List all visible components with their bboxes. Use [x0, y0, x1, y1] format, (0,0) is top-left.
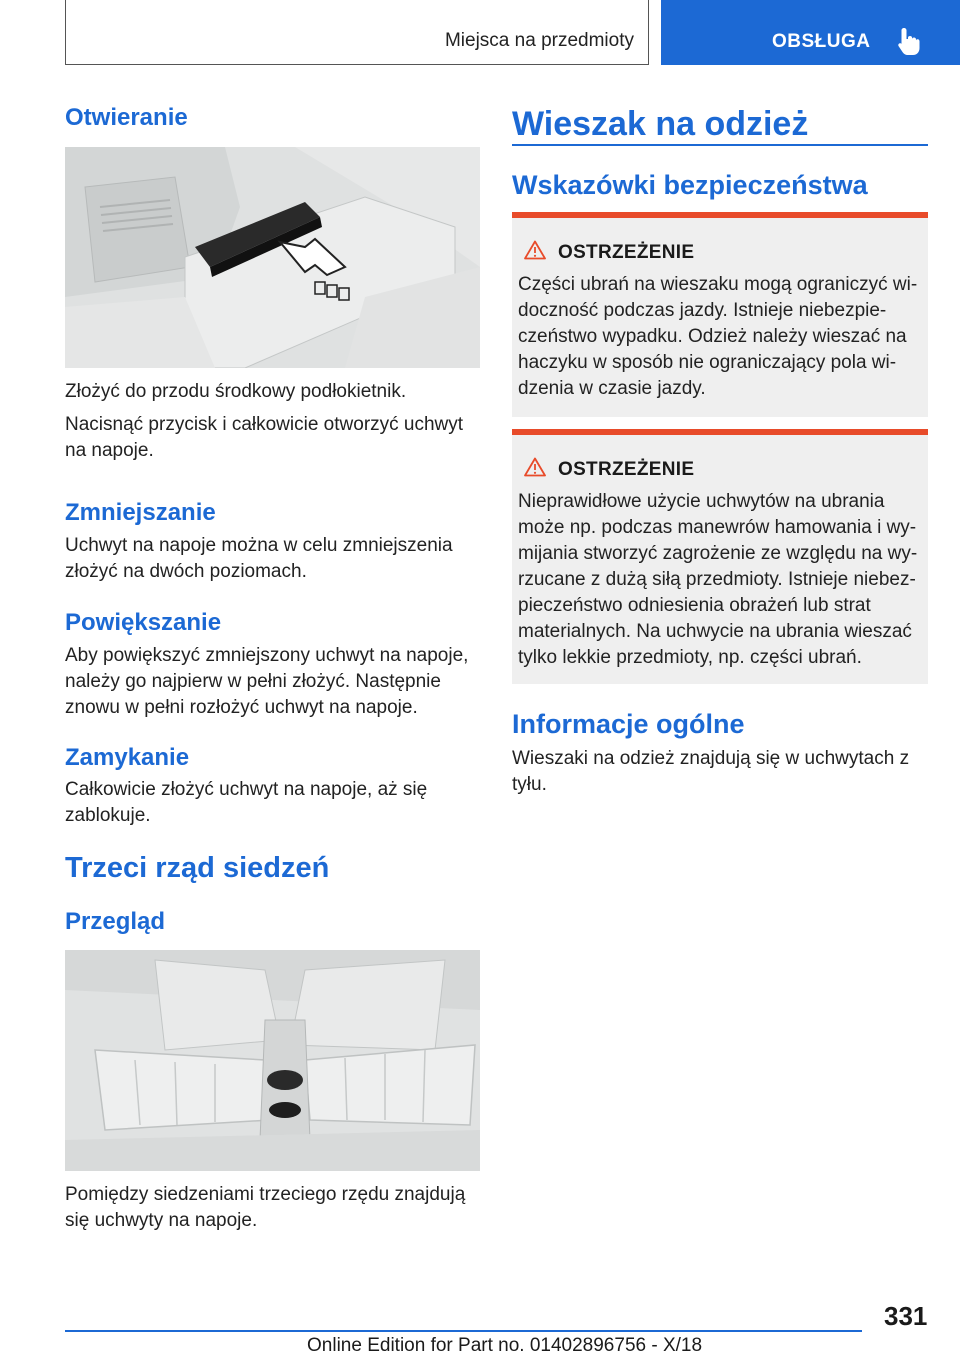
- armrest-illustration: [65, 147, 480, 368]
- warning-title: OSTRZEŻENIE: [558, 242, 695, 263]
- para-zmniejszanie: Uchwyt na napoje można w celu zmniejszenia złożyć na dwóch poziomach.: [65, 535, 453, 582]
- heading-trzeci-rzad: Trzeci rząd siedzeń: [65, 852, 330, 884]
- heading-przeglad: Przegląd: [65, 908, 166, 935]
- para-informacje: Wieszaki na odzież znajdują się w uchwytach z tyłu.: [512, 748, 910, 795]
- heading-wskazowki: Wskazówki bezpieczeństwa: [512, 170, 868, 200]
- heading-wieszak: Wieszak na odzież: [512, 105, 809, 143]
- heading-zmniejszanie: Zmniejszanie: [65, 499, 216, 526]
- heading-powiekszanie: Powiększanie: [65, 609, 222, 636]
- header-tab-label: OBSŁUGA: [772, 31, 871, 52]
- warning-bar: [512, 429, 928, 435]
- para-powiekszanie: Aby powiększyć zmniejszony uchwyt na napoje, należy go najpierw w pełni złożyć. Następnie znowu w pełni rozłożyć uchwyt na napoje.: [65, 645, 469, 718]
- footer-rule: [65, 1330, 862, 1332]
- heading-underline: [512, 144, 928, 146]
- warning-title: OSTRZEŻENIE: [558, 459, 695, 480]
- footer-edition: Online Edition for Part no. 01402896756 - X/18: [307, 1335, 703, 1356]
- header-section-box: [65, 0, 649, 65]
- heading-otwieranie: Otwieranie: [65, 104, 188, 131]
- heading-informacje: Informacje ogólne: [512, 709, 745, 739]
- page-number: 331: [884, 1301, 928, 1331]
- warning-text: Nieprawidłowe użycie uchwytów na ubrania może np. podczas manewrów hamowania i wymijania stworzyć zagrożenie ze względu na wyrzucane z dużą siłą przedmioty. Istnieje niebezpieczeństwo odniesienia obrażeń lub strat materialnych. Na uchwycie na ubrania wieszać tylko lekkie przedmioty, np. części ubrań.: [518, 491, 918, 668]
- warning-triangle-icon: [524, 457, 546, 477]
- warning-text: Części ubrań na wieszaku mogą ograniczyć widoczność podczas jazdy. Istnieje niebezpieczeństwo wypadku. Odzież należy wieszać na haczyku w sposób nie ograniczający pola widzenia w czasie jazdy.: [518, 274, 918, 399]
- figure-third-row-seats: [65, 950, 480, 1171]
- hand-pointer-icon: [896, 26, 922, 56]
- third-row-illustration: [65, 950, 480, 1171]
- para-pomiedzy: Pomiędzy siedzeniami trzeciego rzędu znajdują się uchwyty na napoje.: [65, 1184, 466, 1231]
- warning-triangle-icon: [524, 240, 546, 260]
- warning-box-1: [512, 212, 928, 417]
- header-tab-obsluga[interactable]: [661, 0, 960, 65]
- heading-zamykanie: Zamykanie: [65, 744, 190, 771]
- para-zlozyc: Złożyć do przodu środkowy podłokietnik.: [65, 381, 407, 402]
- para-nacisnac: Nacisnąć przycisk i całkowicie otworzyć uchwyt na napoje.: [65, 414, 464, 461]
- warning-box-2: [512, 429, 928, 684]
- para-zamykanie: Całkowicie złożyć uchwyt na napoje, aż się zablokuje.: [65, 779, 428, 826]
- figure-armrest-cupholder: [65, 147, 480, 368]
- header-section-title: Miejsca na przedmioty: [444, 30, 634, 51]
- warning-bar: [512, 212, 928, 218]
